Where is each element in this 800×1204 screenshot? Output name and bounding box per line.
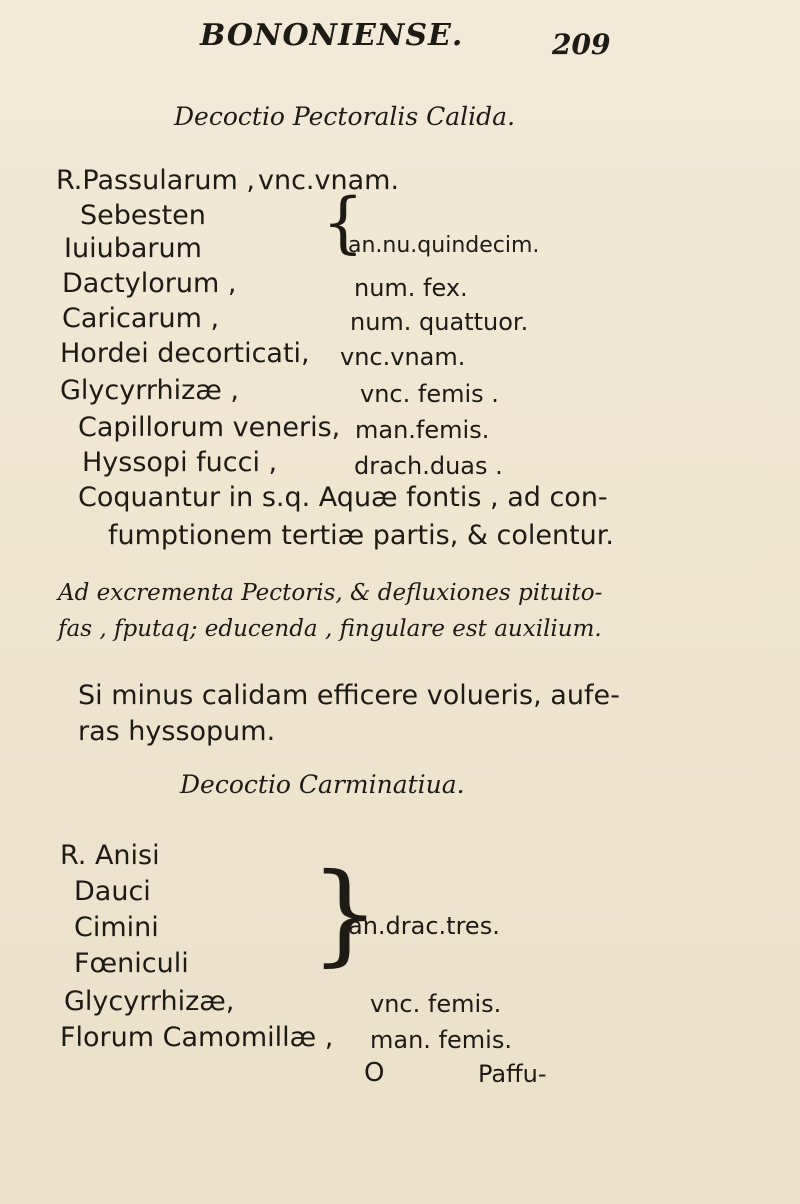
quantity-line: vnc.vnam. xyxy=(258,165,400,196)
ingredient-line: Iuiubarum xyxy=(64,233,202,264)
ingredient-line: Caricarum , xyxy=(62,303,220,334)
quantity-line: man. femis. xyxy=(370,1026,512,1054)
brace-symbol: } xyxy=(310,849,380,977)
quantity-line: num. quattuor. xyxy=(350,308,529,336)
note-line: Ad excrementa Pectoris, & defluxiones pituito- xyxy=(58,580,603,606)
ingredient-line: Hordei decorticati, xyxy=(60,338,310,369)
section-title-pectoralis: Decoctio Pectoralis Calida. xyxy=(174,102,516,131)
quantity-line: vnc. femis . xyxy=(360,380,499,408)
remark-line: ras hyssopum. xyxy=(78,716,276,747)
ingredient-line: Capillorum veneris, xyxy=(78,412,341,443)
ingredient-line: Sebesten xyxy=(80,200,206,231)
page-number: 209 xyxy=(552,28,611,61)
quantity-line: vnc.vnam. xyxy=(340,343,466,371)
running-title: BONONIENSE. xyxy=(200,18,464,53)
remark-line: Si minus calidam efficere volueris, aufe- xyxy=(78,680,620,711)
brace-symbol: { xyxy=(322,184,364,261)
quantity-line: drach.duas . xyxy=(354,452,503,480)
catchword-o: O xyxy=(364,1058,385,1088)
ingredient-line: Glycyrrhizæ , xyxy=(60,375,239,406)
ingredient-line: Dauci xyxy=(74,876,151,907)
ingredient-line: Fœniculi xyxy=(74,948,189,979)
quantity-line: vnc. femis. xyxy=(370,990,502,1018)
instruction-line: Coquantur in s.q. Aquæ fontis , ad con- xyxy=(78,482,608,513)
ingredient-line: Cimini xyxy=(74,912,159,943)
ingredient-line: Glycyrrhizæ, xyxy=(64,986,235,1017)
ingredient-line: Hyssopi fucci , xyxy=(82,447,278,478)
ingredient-line: Dactylorum , xyxy=(62,268,237,299)
ingredient-line: R.Passularum , xyxy=(56,165,255,196)
catchword: Paffu- xyxy=(478,1060,547,1088)
section-title-carminatiua: Decoctio Carminatiua. xyxy=(180,770,465,799)
note-line: fas , fputaq; educenda , fingulare est auxilium. xyxy=(58,616,602,642)
ingredient-line: R. Anisi xyxy=(60,840,160,871)
quantity-line: man.femis. xyxy=(355,416,490,444)
ingredient-line: Florum Camomillæ , xyxy=(60,1022,334,1053)
quantity-line: num. fex. xyxy=(354,274,468,302)
instruction-line: fumptionem tertiæ partis, & colentur. xyxy=(108,520,614,551)
quantity-line: an.drac.tres. xyxy=(348,912,500,940)
quantity-line: an.nu.quindecim. xyxy=(348,233,540,258)
